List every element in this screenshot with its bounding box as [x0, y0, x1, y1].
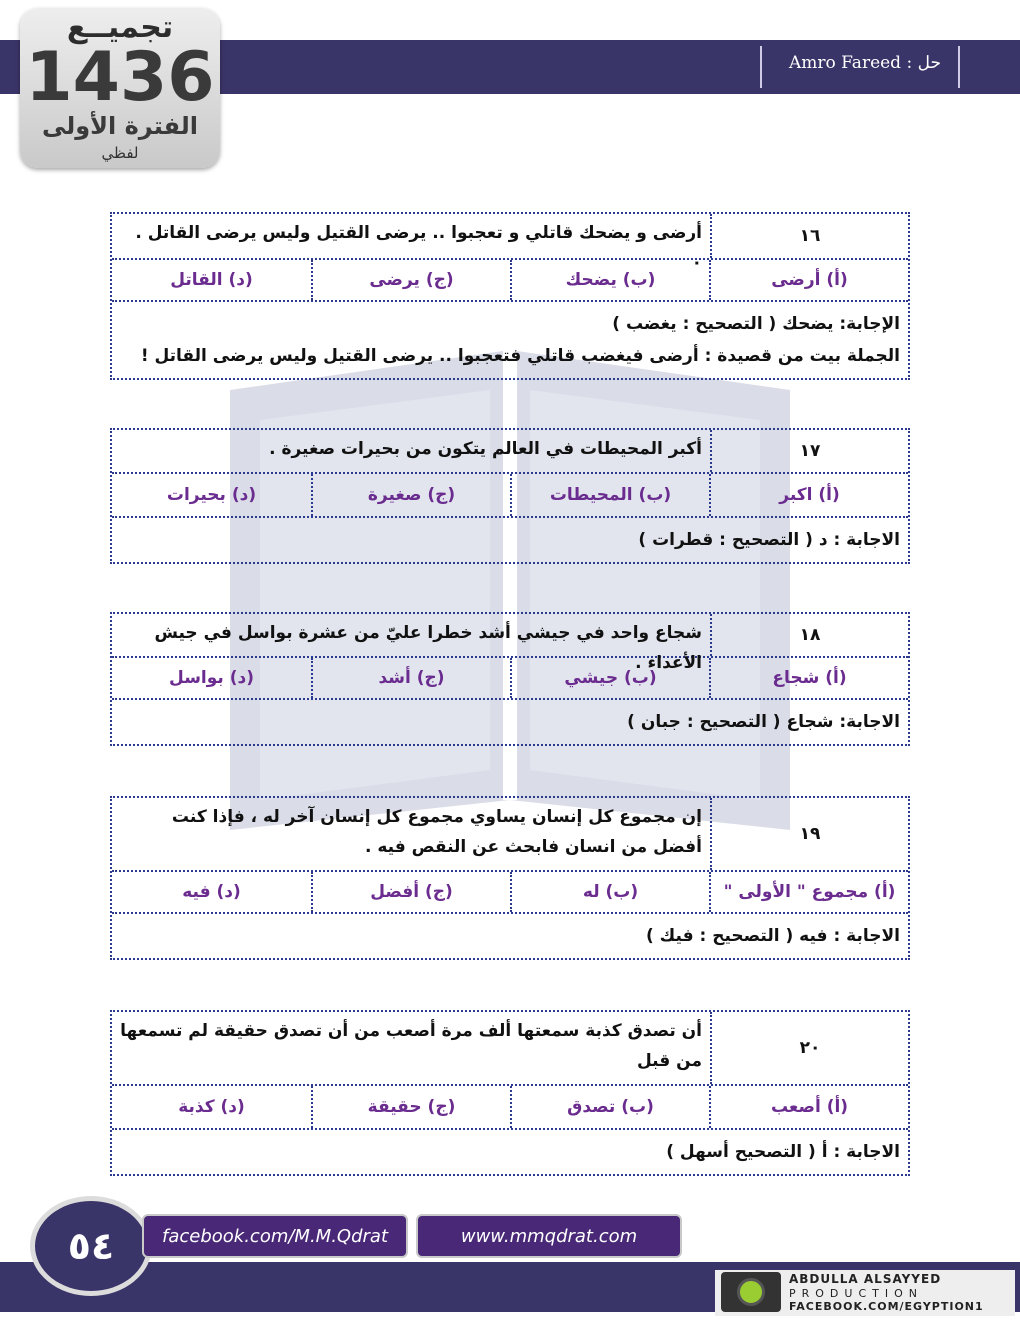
option-c[interactable]: (ج) يرضى [311, 260, 510, 300]
header-divider [760, 46, 762, 88]
option-d[interactable]: (د) القاتل [170, 270, 253, 290]
options-row [112, 658, 908, 700]
logo-period: الفترة الأولى [41, 112, 199, 140]
answer-row [112, 1130, 908, 1174]
question-stem: شجاع واحد في جيشي أشد خطرا عليّ من عشرة بواسل في جيش الأعداء . [154, 623, 702, 673]
producer-name: ABDULLA ALSAYYED [789, 1272, 942, 1286]
option-a[interactable]: (أ) مجموع " الأولى " [709, 872, 908, 912]
question-17 [110, 428, 910, 564]
option-b[interactable]: (ب) يضحك [510, 260, 709, 300]
option-b[interactable]: (ب) المحيطات [510, 474, 709, 516]
options-row [112, 474, 908, 518]
question-stem: أن تصدق كذبة سمعتها ألف مرة أصعب من أن تصدق حقيقة لم تسمعها من قبل [120, 1021, 702, 1071]
option-a[interactable]: (أ) اكبر [709, 474, 908, 516]
question-number: ١٩ [710, 798, 908, 870]
logo-year: 1436 [25, 38, 215, 117]
answer-text [133, 302, 908, 378]
question-stem: إن مجموع كل إنسان يساوي مجموع كل إنسان آخر له ، فإذا كنت أفضل من انسان فابحث عن النقص فيه . [171, 807, 702, 857]
producer-badge [715, 1270, 1015, 1316]
camera-icon [721, 1272, 781, 1312]
question-number: ٢٠ [710, 1012, 908, 1084]
option-d[interactable]: (د) فيه [182, 882, 241, 902]
question-19 [110, 796, 910, 960]
option-b[interactable]: (ب) تصدق [510, 1086, 709, 1128]
option-b[interactable]: (ب) له [510, 872, 709, 912]
answer-text [630, 518, 908, 562]
answer-line: الاجابة: شجاع ( التصحيح : جبان ) [627, 712, 900, 732]
option-c[interactable]: (ج) أشد [311, 658, 510, 698]
header-divider [958, 46, 960, 88]
answer-text [619, 700, 908, 744]
producer-label: PRODUCTION [789, 1287, 923, 1300]
answer-text [638, 914, 908, 958]
option-a[interactable]: (أ) أرضى [709, 260, 908, 300]
question-stem-row [112, 214, 908, 273]
option-a[interactable]: (أ) أصعب [709, 1086, 908, 1128]
option-c[interactable]: (ج) صغيرة [311, 474, 510, 516]
option-b[interactable]: (ب) جيشي [510, 658, 709, 698]
question-16 [110, 212, 910, 380]
question-stem-row [112, 430, 908, 474]
producer-link[interactable]: FACEBOOK.COM/EGYPTION1 [789, 1300, 984, 1313]
question-20 [110, 1010, 910, 1176]
question-stem-row [112, 1012, 908, 1086]
options-row [112, 1086, 908, 1130]
book-watermark-icon [190, 330, 830, 850]
solver-credit: حل : Amro Fareed [789, 53, 941, 73]
facebook-link[interactable]: facebook.com/M.M.Qdrat [142, 1214, 408, 1258]
page-number: ٥٤ [30, 1196, 152, 1296]
answer-line: الاجابة : د ( التصحيح : قطرات ) [638, 530, 900, 550]
answer-row [112, 518, 908, 562]
question-stem: أكبر المحيطات في العالم يتكون من بحيرات صغيرة . [269, 439, 702, 459]
options-row [112, 260, 908, 302]
option-d[interactable]: (د) بواسل [169, 668, 254, 688]
answer-line: الجملة بيت من قصيدة : أرضى فيغضب قاتلي فتعجبوا .. يرضى القتيل وليس يرضى القاتل ! [140, 346, 900, 366]
collection-logo [20, 8, 220, 168]
question-stem: أرضى و يضحك قاتلي و تعجبوا .. يرضى القتيل وليس يرضى القاتل . ٠ [135, 223, 702, 273]
question-stem-row [112, 614, 908, 673]
answer-row [112, 914, 908, 958]
website-link[interactable]: www.mmqdrat.com [416, 1214, 682, 1258]
question-18 [110, 612, 910, 746]
question-number: ١٦ [710, 214, 908, 258]
answer-line: الإجابة: يضحك ( التصحيح : يغضب ) [612, 314, 900, 334]
question-stem-row [112, 798, 908, 872]
answer-text [658, 1130, 908, 1174]
answer-row [112, 302, 908, 378]
option-c[interactable]: (ج) حقيقة [311, 1086, 510, 1128]
question-number: ١٨ [710, 614, 908, 656]
logo-type: لفظي [101, 144, 139, 162]
answer-line: الاجابة : فيه ( التصحيح : فيك ) [645, 926, 900, 946]
option-a[interactable]: (أ) شجاع [709, 658, 908, 698]
options-row [112, 872, 908, 914]
answer-line: الاجابة : أ ( التصحيح أسهل ) [666, 1142, 900, 1162]
option-c[interactable]: (ج) أفضل [311, 872, 510, 912]
answer-row [112, 700, 908, 744]
option-d[interactable]: (د) كذبة [178, 1097, 245, 1117]
question-number: ١٧ [710, 430, 908, 472]
logo-title: تجميــع [66, 10, 174, 45]
option-d[interactable]: (د) بحيرات [166, 485, 257, 505]
